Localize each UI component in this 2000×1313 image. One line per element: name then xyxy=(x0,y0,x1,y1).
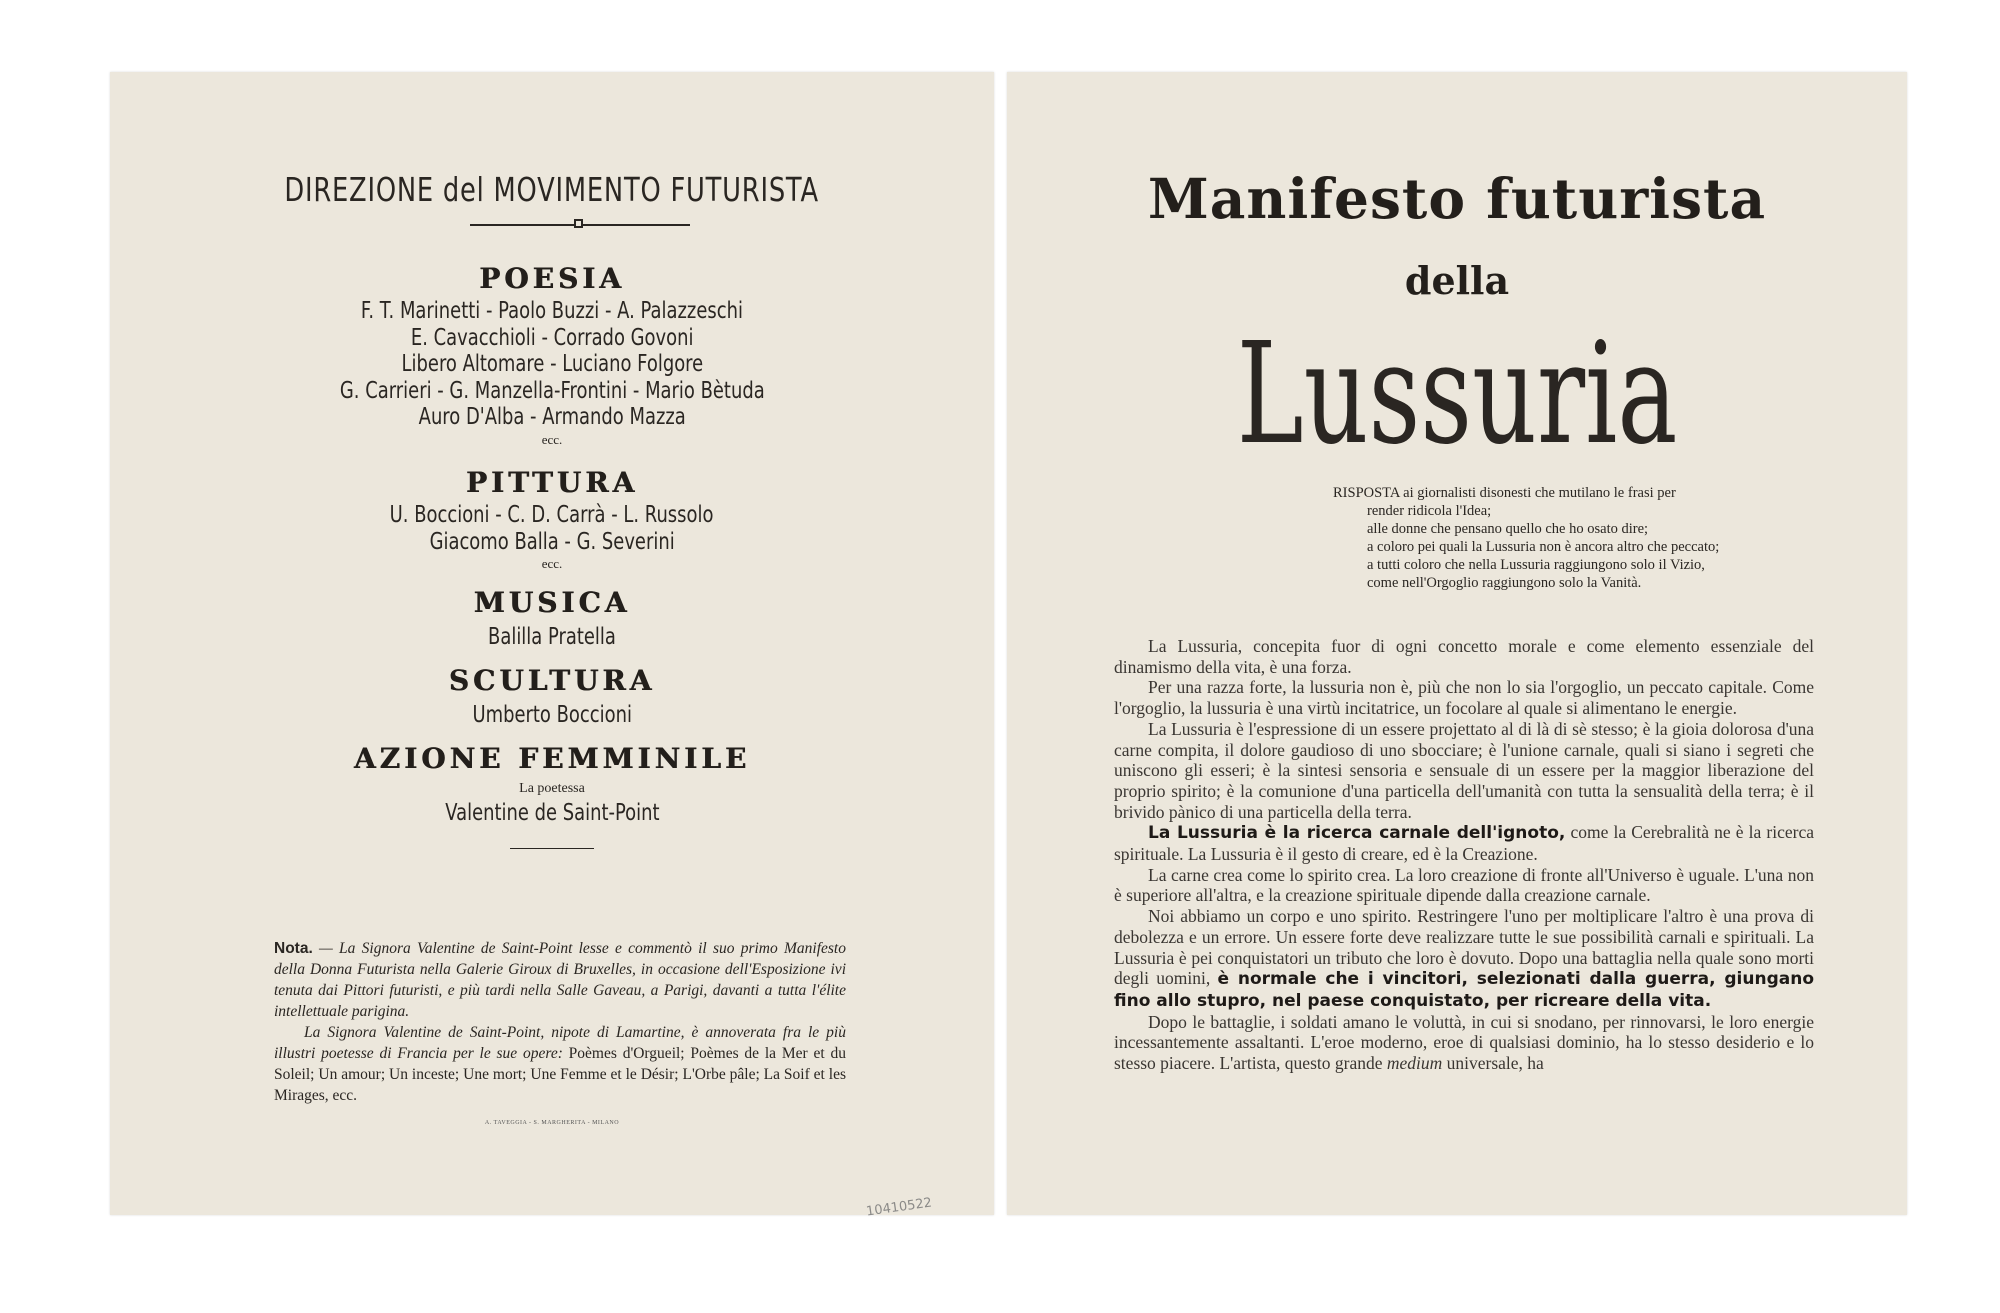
section-heading-scultura: SCULTURA xyxy=(448,664,656,697)
body-text-run: Noi abbiamo un corpo e uno spirito. Restringere l'uno per moltiplicare l'altro è una prova di debolezza e un errore. Un essere forte deve realizzare tutte le sue possibilità carnali e spirituali. La Lussuria è pei conquistatori un tributo che loro è dovuto. Dopo una battaglia nella quale sono morti degli uomini, xyxy=(1114,906,1814,989)
name-line: Umberto Boccioni xyxy=(472,702,632,728)
body-text-run: come la Cerebralità ne è la ricerca spirituale. La Lussuria è il gesto di creare, ed è la Creazione. xyxy=(1114,822,1814,865)
azione-femminile-names xyxy=(110,778,994,827)
risposta-dedication xyxy=(1333,484,1813,592)
section-heading-musica: MUSICA xyxy=(473,586,631,619)
printer-imprint: A. TAVEGGIA - S. MARGHERITA - MILANO xyxy=(484,1120,620,1126)
name-line: Auro D'Alba - Armando Mazza xyxy=(418,404,686,430)
risposta-line: render ridicola l'Idea; xyxy=(1367,503,1492,519)
body-bold-phrase: è normale che i vincitori, selezionati dalla guerra, giungano fino allo stupro, nel paese conquistato, per ricreare della vita. xyxy=(1114,969,1814,1011)
etc-label: ecc. xyxy=(541,431,563,447)
lussuria-word: Lussuria xyxy=(1236,313,1678,476)
direction-title: DIREZIONE del MOVIMENTO FUTURISTA xyxy=(284,170,820,209)
title-ornament-knot xyxy=(574,219,583,228)
nota-paragraph-2-italic: La Signora Valentine de Saint-Point, nipote di Lamartine, è annoverata fra le più illustri poetesse di Francia per le sue opere: xyxy=(274,1024,846,1062)
pittura-names xyxy=(110,502,994,573)
poesia-names xyxy=(110,298,994,449)
closing-rule xyxy=(510,848,594,849)
section-heading-pittura: PITTURA xyxy=(465,466,639,499)
etc-label: ecc. xyxy=(541,556,563,571)
name-line: Balilla Pratella xyxy=(488,624,616,650)
musica-names xyxy=(110,624,994,651)
risposta-line: come nell'Orgoglio raggiungono solo la Vanità. xyxy=(1367,575,1642,591)
nota-block xyxy=(274,938,846,1106)
scultura-names xyxy=(110,702,994,729)
body-paragraph xyxy=(1114,822,1814,864)
name-line: F. T. Marinetti - Paolo Buzzi - A. Palazzeschi xyxy=(360,298,744,324)
nota-paragraph-1: — La Signora Valentine de Saint-Point lesse e commentò il suo primo Manifesto della Donna Futurista nella Galerie Giroux di Bruxelles, in occasione dell'Esposizione ivi tenuta dai Pittori futuristi, e più tardi nella Salle Gaveau, a Parigi, davanti a tutta l'élite intellettuale parigina. xyxy=(274,940,846,1020)
body-paragraph: La carne crea come lo spirito crea. La loro creazione di fronte all'Universo è uguale. L'una non è superiore all'altra, e la creazione spirituale dipende dalla creazione carnale. xyxy=(1114,864,1814,906)
body-bold-phrase: La Lussuria è la ricerca carnale dell'ignoto, xyxy=(1148,823,1566,844)
body-paragraph: La Lussuria, concepita fuor di ogni concetto morale e come elemento essenziale del dinamismo della vita, è una forza. xyxy=(1114,636,1814,677)
manifesto-body xyxy=(1114,636,1814,1074)
body-paragraph xyxy=(1114,906,1814,1012)
risposta-line: a coloro pei quali la Lussuria non è ancora altro che peccato; xyxy=(1367,539,1720,555)
right-page xyxy=(1007,72,1907,1215)
risposta-line: RISPOSTA ai giornalisti disonesti che mutilano le frasi per xyxy=(1333,485,1676,501)
nota-label: Nota. xyxy=(274,940,313,957)
sublabel-poetessa: La poetessa xyxy=(519,781,585,796)
body-text-run: universale, ha xyxy=(1442,1053,1544,1074)
catalog-number: 10410522 xyxy=(865,1195,933,1220)
name-line: Libero Altomare - Luciano Folgore xyxy=(401,351,703,377)
name-line: U. Boccioni - C. D. Carrà - L. Russolo xyxy=(390,502,714,528)
name-line: Valentine de Saint-Point xyxy=(444,800,660,826)
manifesto-title: Manifesto futurista xyxy=(1147,166,1767,231)
body-paragraph: La Lussuria è l'espressione di un essere projettato al di là di sè stesso; è la gioia dolorosa d'una carne compita, il dolore gaudioso di uno sbocciare; è l'unione carnale, quali si siano i segreti che uniscono gli esseri; è la sintesi sensoria e sensuale di un essere per la maggior liberazione del proprio spirito; è la comunione d'una particella dell'umanità con tutta la sensualità della terra; è il brivido pànico di una particella della terra. xyxy=(1114,718,1814,822)
body-paragraph: Per una razza forte, la lussuria non è, più che non lo sia l'orgoglio, un peccato capitale. Come l'orgoglio, la lussuria è una virtù incitatrice, un focolare al quale si alimentano le energie. xyxy=(1114,677,1814,719)
left-page xyxy=(110,72,994,1215)
risposta-line: alle donne che pensano quello che ho osato dire; xyxy=(1367,521,1649,537)
name-line: E. Cavacchioli - Corrado Govoni xyxy=(410,324,694,351)
section-heading-azione-femminile: AZIONE FEMMINILE xyxy=(353,742,751,775)
body-text-run: Dopo le battaglie, i soldati amano le voluttà, in cui si snodano, per rinnovarsi, le loro energie incessantemente assaltanti. L'eroe moderno, eroe di qualsiasi dominio, ha lo stesso desiderio e lo stesso piacere. L'artista, questo grande xyxy=(1114,1011,1814,1074)
name-line: G. Carrieri - G. Manzella-Frontini - Mario Bètuda xyxy=(339,377,765,404)
nota-paragraph-2-works: Poèmes d'Orgueil; Poèmes de la Mer et du Soleil; Un amour; Un inceste; Une mort; Une Femme et le Désir; L'Orbe pâle; La Soif et les Mirages, ecc. xyxy=(274,1045,846,1104)
manifesto-della: della xyxy=(1404,258,1510,303)
manifesto-lussuria xyxy=(1007,313,1907,476)
name-line: Giacomo Balla - G. Severini xyxy=(429,528,675,555)
risposta-line: a tutti coloro che nella Lussuria raggiungono solo il Vizio, xyxy=(1367,557,1705,573)
body-italic-word: medium xyxy=(1386,1053,1443,1074)
body-paragraph xyxy=(1114,1012,1814,1074)
section-heading-poesia: POESIA xyxy=(479,262,625,295)
